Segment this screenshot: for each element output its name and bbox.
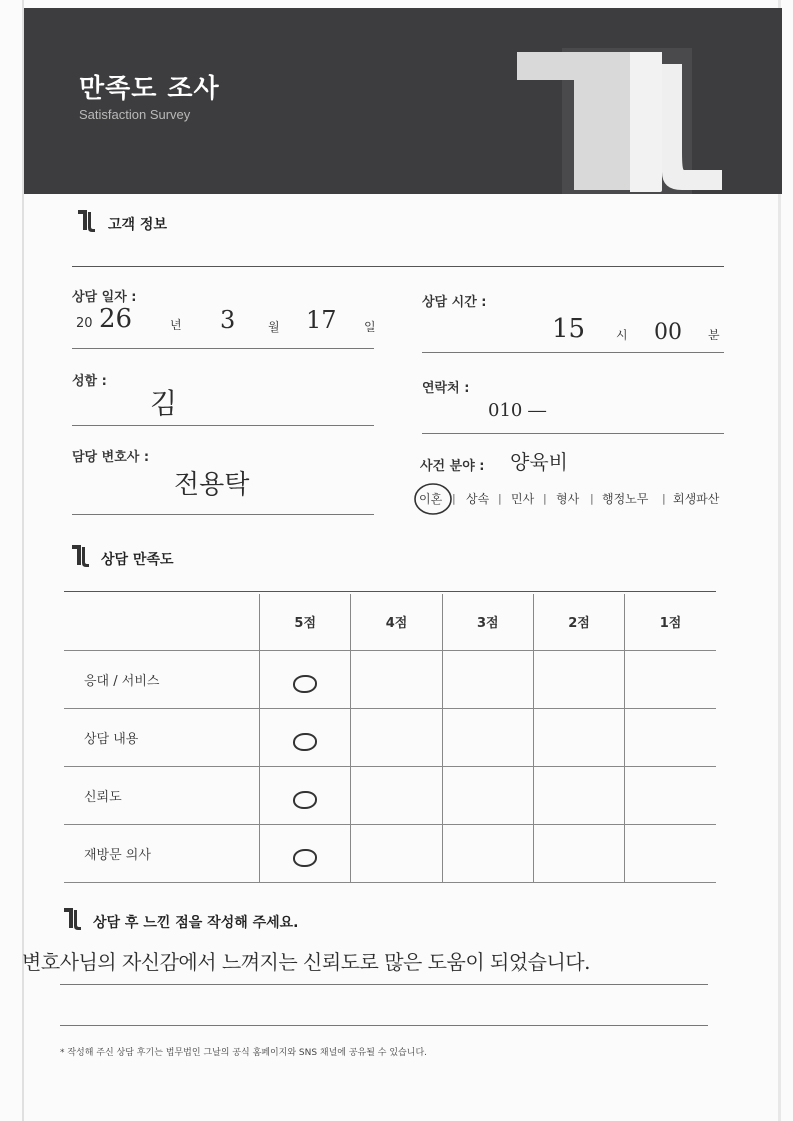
contact-handwritten: 010 ― (488, 400, 547, 421)
lawyer-label: 담당 변호사 : (72, 450, 150, 465)
contact-label: 연락처 : (422, 381, 470, 396)
minute-unit: 분 (708, 328, 720, 342)
score-cell[interactable] (260, 766, 351, 824)
table-row (64, 708, 716, 766)
hour-unit: 시 (616, 328, 628, 342)
satisfaction-section-title: 상담 만족도 (101, 552, 174, 568)
name-handwritten: 김 (150, 387, 178, 420)
feedback-line-1 (60, 984, 708, 985)
case-handwritten: 양육비 (510, 450, 568, 474)
score-cell[interactable] (351, 708, 442, 766)
case-option-divorce: 이혼 (419, 492, 443, 506)
table-row (64, 766, 716, 824)
option-separator: | (498, 492, 502, 505)
score-cell[interactable] (442, 708, 533, 766)
table-top-rule (64, 591, 716, 592)
score-cell[interactable] (625, 708, 716, 766)
score-column-2: 2점 (533, 594, 624, 650)
score-cell[interactable] (351, 824, 442, 882)
score-cell[interactable] (442, 824, 533, 882)
section-logo-icon (70, 543, 90, 569)
month-handwritten: 3 (220, 306, 236, 334)
header-banner (24, 8, 782, 194)
contact-underline (422, 433, 724, 434)
lawyer-underline (72, 514, 374, 515)
section-logo-icon (76, 208, 96, 234)
year-unit: 년 (170, 318, 182, 332)
page-subtitle: Satisfaction Survey (79, 107, 191, 122)
row-label: 재방문 의사 (64, 824, 260, 882)
year-prefix: 20 (76, 316, 93, 331)
row-label: 응대 / 서비스 (64, 650, 260, 708)
table-row (64, 650, 716, 708)
selection-circle-icon (412, 480, 456, 518)
row-label: 신뢰도 (64, 766, 260, 824)
feedback-line-2 (60, 1025, 708, 1026)
day-handwritten: 17 (306, 306, 337, 334)
score-cell[interactable] (625, 650, 716, 708)
score-cell[interactable] (351, 766, 442, 824)
lawyer-handwritten: 전용탁 (174, 470, 250, 500)
table-header-row (64, 594, 716, 650)
section-logo-icon (62, 906, 82, 932)
score-cell[interactable] (533, 708, 624, 766)
row-label: 상담 내용 (64, 708, 260, 766)
case-option-civil: 민사 (511, 492, 535, 506)
name-underline (72, 425, 374, 426)
option-separator: | (662, 492, 666, 505)
check-mark-icon (293, 849, 317, 867)
option-separator: | (590, 492, 594, 505)
case-option-admin-labor: 행정노무 (602, 492, 649, 506)
score-cell[interactable] (351, 650, 442, 708)
score-column-4: 4점 (351, 594, 442, 650)
feedback-section-title: 상담 후 느낀 점을 작성해 주세요. (93, 915, 299, 931)
option-separator: | (452, 492, 456, 505)
case-option-bankruptcy: 회생파산 (673, 492, 720, 506)
year-handwritten: 26 (99, 304, 133, 334)
check-mark-icon (293, 733, 317, 751)
section-divider (72, 266, 724, 267)
score-cell[interactable] (260, 708, 351, 766)
score-cell[interactable] (533, 650, 624, 708)
satisfaction-table (64, 594, 716, 883)
score-cell[interactable] (625, 824, 716, 882)
score-cell[interactable] (260, 650, 351, 708)
score-column-1: 1점 (625, 594, 716, 650)
name-label: 성함 : (72, 374, 107, 389)
case-option-inheritance: 상속 (466, 492, 490, 506)
case-option-criminal: 형사 (556, 492, 580, 506)
month-unit: 월 (268, 320, 280, 334)
date-label: 상담 일자 : (72, 290, 137, 305)
time-label: 상담 시간 : (422, 295, 487, 310)
table-corner (64, 594, 260, 650)
minute-handwritten: 00 (654, 320, 682, 345)
customer-section-title: 고객 정보 (108, 217, 167, 233)
check-mark-icon (293, 791, 317, 809)
option-separator: | (543, 492, 547, 505)
score-cell[interactable] (260, 824, 351, 882)
hour-handwritten: 15 (552, 314, 586, 344)
time-underline (422, 352, 724, 353)
day-unit: 일 (364, 320, 376, 334)
score-column-3: 3점 (442, 594, 533, 650)
score-cell[interactable] (442, 650, 533, 708)
score-cell[interactable] (625, 766, 716, 824)
table-row (64, 824, 716, 882)
feedback-handwritten: 변호사님의 자신감에서 느껴지는 신뢰도로 많은 도움이 되었습니다. (22, 950, 590, 974)
check-mark-icon (293, 675, 317, 693)
score-cell[interactable] (533, 824, 624, 882)
score-cell[interactable] (442, 766, 533, 824)
case-label: 사건 분야 : (420, 459, 485, 474)
footnote: * 작성해 주신 상담 후기는 법무법인 그날의 공식 홈페이지와 SNS 채널에 공유될 수 있습니다. (60, 1048, 428, 1058)
score-cell[interactable] (533, 766, 624, 824)
date-underline (72, 348, 374, 349)
score-column-5: 5점 (260, 594, 351, 650)
logo-icon (512, 40, 742, 194)
page-title: 만족도 조사 (79, 74, 220, 104)
